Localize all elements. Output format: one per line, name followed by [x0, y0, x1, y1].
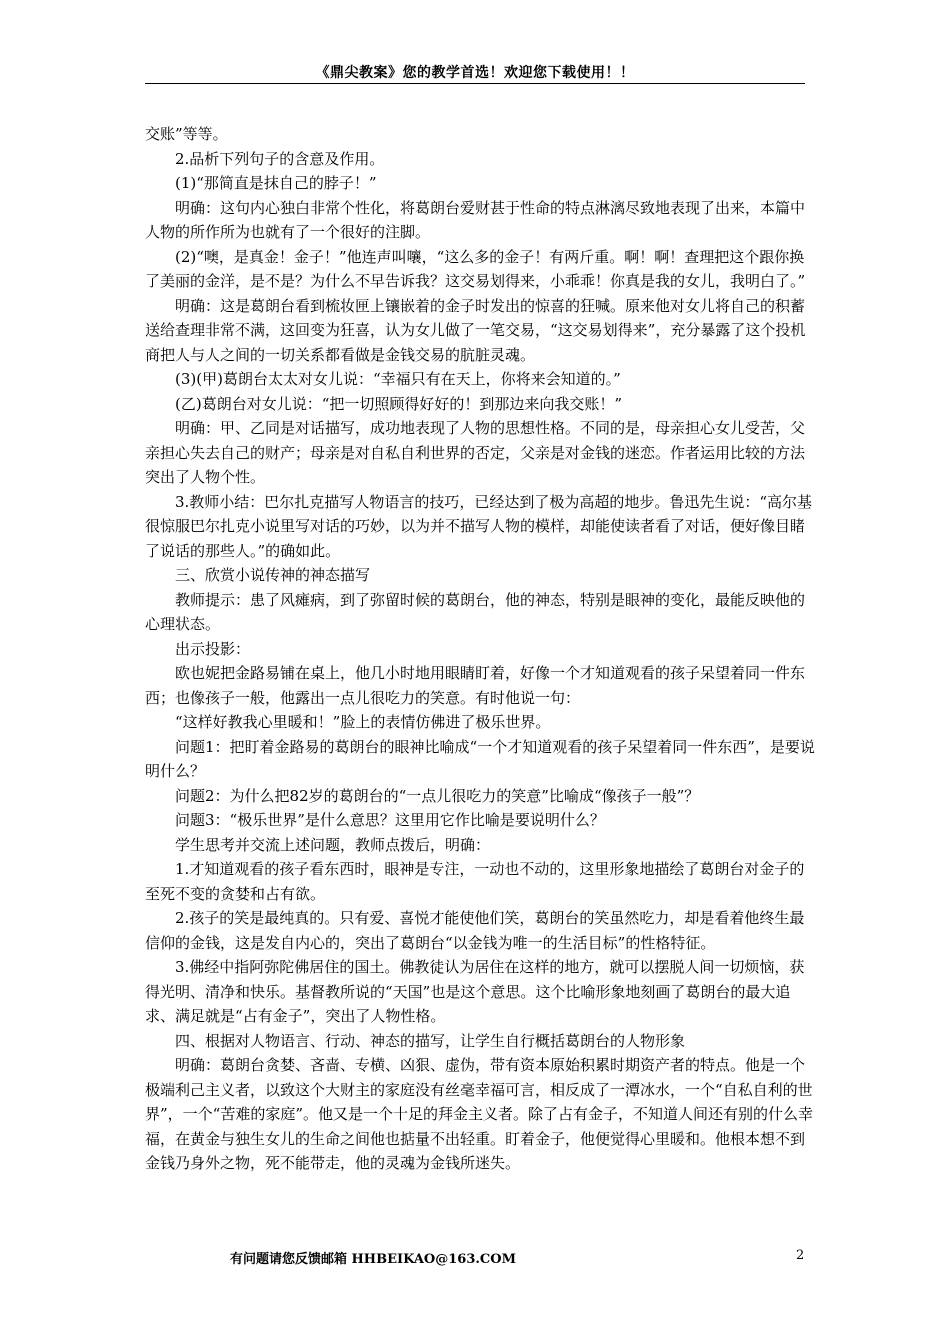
paragraph: 明确：这句内心独白非常个性化，将葛朗台爱财甚于性命的特点淋漓尽致地表现了出来，本篇中人物的所作所为也就有了一个很好的注脚。	[145, 198, 806, 241]
paragraph: 明确：这是葛朗台看到梳妆匣上镶嵌着的金子时发出的惊喜的狂喊。原来他对女儿将自己的积蓄送给查理非常不满，这回变为狂喜，认为女儿做了一笔交易，“这交易划得来”，充分暴露了这个投机商把人与人之间的一切关系都看做是金钱交易的肮脏灵魂。	[145, 296, 806, 364]
header-divider	[145, 83, 805, 84]
paragraph: 交账”等等。	[145, 125, 228, 143]
paragraph: (3)(甲)葛朗台太太对女儿说：“幸福只有在天上，你将来会知道的。”	[175, 370, 621, 388]
paragraph: 2.品析下列句子的含意及作用。	[175, 149, 385, 168]
paragraph: 问题2：为什么把82岁的葛朗台的“一点儿很吃力的笑意”比喻成“像孩子一般”？	[175, 786, 700, 805]
document-body	[145, 122, 817, 1176]
paragraph: 1.才知道观看的孩子看东西时，眼神是专注，一动也不动的，这里形象地描绘了葛朗台对金子的至死不变的贪婪和占有欲。	[145, 860, 805, 903]
paragraph: 2.孩子的笑是最纯真的。只有爱、喜悦才能使他们笑，葛朗台的笑虽然吃力，却是看着他终生最信仰的金钱，这是发自内心的，突出了葛朗台“以金钱为唯一的生活目标”的性格特征。	[145, 909, 805, 952]
paragraph: 出示投影：	[175, 639, 251, 658]
paragraph: (乙)葛朗台对女儿说：“把一切照顾得好好的！到那边来向我交账！”	[175, 394, 623, 413]
paragraph: 3.教师小结：巴尔扎克描写人物语言的技巧，已经达到了极为高超的地步。鲁迅先生说：“高尔基很惊服巴尔扎克小说里写对话的巧妙，以为并不描写人物的模样，却能使读者看了对话，便好像目睹了说话的那些人。”的确如此。	[145, 492, 812, 560]
paragraph: (1)“那简直是抹自己的脖子！”	[175, 174, 377, 192]
paragraph: 问题3：“极乐世界”是什么意思？这里用它作比喻是要说明什么？	[175, 811, 605, 829]
section-heading: 四、根据对人物语言、行动、神态的描写，让学生自行概括葛朗台的人物形象	[175, 1031, 686, 1050]
page-footer-contact: 有问题请您反馈邮箱 HHBEIKAO@163.COM	[230, 1252, 516, 1267]
paragraph: (2)“噢，是真金！金子！”他连声叫嚷，“这么多的金子！有两斤重。啊！啊！查理把这个跟你换了美丽的金洋，是不是？为什么不早告诉我？这交易划得来，小乖乖！你真是我的女儿，我明白了。”	[145, 247, 806, 290]
paragraph: 问题1：把盯着金路易的葛朗台的眼神比喻成“一个才知道观看的孩子呆望着同一件东西”，是要说明什么？	[145, 737, 815, 780]
paragraph: 教师提示：患了风瘫病，到了弥留时候的葛朗台，他的神态，特别是眼神的变化，最能反映他的心理状态。	[145, 590, 806, 633]
paragraph: “这样好教我心里暖和！”脸上的表情仿佛进了极乐世界。	[175, 713, 551, 731]
paragraph: 欧也妮把金路易铺在桌上，他几小时地用眼睛盯着，好像一个才知道观看的孩子呆望着同一件东西；也像孩子一般，他露出一点儿很吃力的笑意。有时他说一句：	[145, 664, 806, 707]
paragraph: 学生思考并交流上述问题，教师点拨后，明确：	[175, 835, 491, 854]
page-number: 2	[796, 1248, 805, 1263]
paragraph: 明确：葛朗台贪婪、吝啬、专横、凶狠、虚伪，带有资本原始积累时期资产者的特点。他是一个极端利己主义者，以致这个大财主的家庭没有丝毫幸福可言，相反成了一潭冰水，一个“自私自利的世界”，一个“苦难的家庭”。他又是一个十足的拜金主义者。除了占有金子，不知道人间还有别的什么幸福，在黄金与独生女儿的生命之间他也掂量不出轻重。盯着金子，他便觉得心里暖和。他根本想不到金钱乃身外之物，死不能带走，他的灵魂为金钱所迷失。	[145, 1056, 814, 1172]
section-heading: 三、欣赏小说传神的神态描写	[175, 566, 371, 584]
paragraph: 3.佛经中指阿弥陀佛居住的国土。佛教徒认为居住在这样的地方，就可以摆脱人间一切烦恼，获得光明、清净和快乐。基督教所说的“天国”也是这个意思。这个比喻形象地刻画了葛朗台的最大追求、满足就是“占有金子”，突出了人物性格。	[145, 958, 805, 1025]
page-header-title: 《鼎尖教案》您的教学首选！欢迎您下载使用！！	[315, 65, 635, 81]
paragraph: 明确：甲、乙同是对话描写，成功地表现了人物的思想性格。不同的是，母亲担心女儿受苦，父亲担心失去自己的财产；母亲是对自私自利世界的否定，父亲是对金钱的迷恋。作者运用比较的方法突出了人物个性。	[145, 419, 806, 486]
